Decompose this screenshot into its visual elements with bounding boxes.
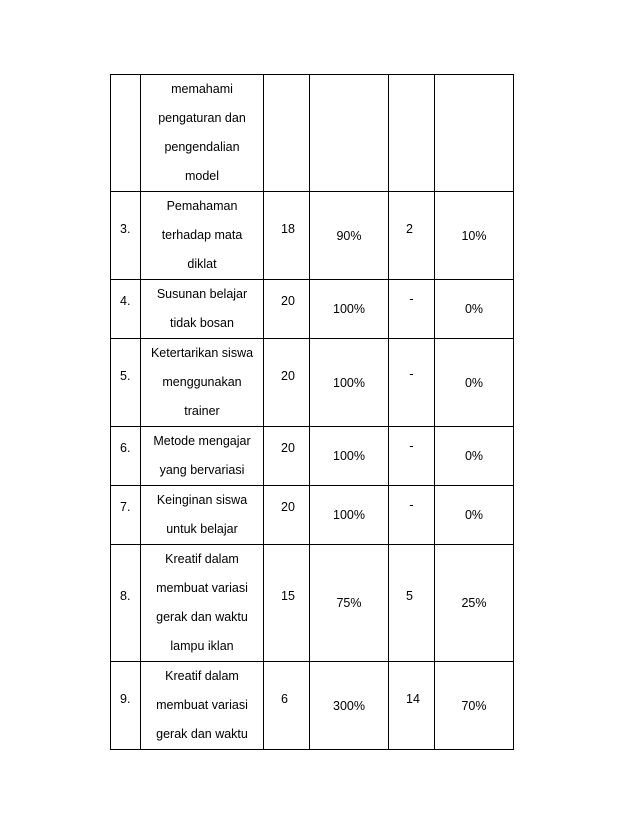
count-b-cell: 5 [389,545,435,662]
table-row [111,427,514,486]
percent-a-cell: 90% [310,192,389,280]
description-cell: Keinginan siswa untuk belajar [141,486,264,545]
percent-b-cell: 10% [435,192,514,280]
table-row [111,280,514,339]
count-a-cell [264,75,310,192]
count-b-cell: - [389,339,435,427]
percent-a-cell: 100% [310,280,389,339]
percent-b-cell: 0% [435,339,514,427]
percent-b-cell: 0% [435,280,514,339]
number-cell: 7. [111,486,141,545]
table-row [111,662,514,750]
percent-a-cell: 100% [310,339,389,427]
description-cell: Kreatif dalam membuat variasi gerak dan waktu lampu iklan [141,545,264,662]
count-a-cell: 20 [264,339,310,427]
description-cell: Susunan belajar tidak bosan [141,280,264,339]
percent-b-cell: 0% [435,427,514,486]
percent-a-cell: 75% [310,545,389,662]
count-b-cell: 14 [389,662,435,750]
number-cell: 5. [111,339,141,427]
count-a-cell: 20 [264,280,310,339]
number-cell: 4. [111,280,141,339]
percent-b-cell [435,75,514,192]
count-b-cell: - [389,427,435,486]
percent-a-cell [310,75,389,192]
table-row [111,192,514,280]
count-a-cell: 15 [264,545,310,662]
number-cell [111,75,141,192]
table-row [111,339,514,427]
count-a-cell: 20 [264,486,310,545]
count-b-cell: 2 [389,192,435,280]
percent-b-cell: 0% [435,486,514,545]
table-row [111,75,514,192]
number-cell: 9. [111,662,141,750]
count-b-cell: - [389,280,435,339]
count-a-cell: 6 [264,662,310,750]
count-b-cell [389,75,435,192]
description-cell: Metode mengajar yang bervariasi [141,427,264,486]
percent-b-cell: 70% [435,662,514,750]
questionnaire-table [110,74,514,750]
description-cell: Ketertarikan siswa menggunakan trainer [141,339,264,427]
description-cell: Kreatif dalam membuat variasi gerak dan waktu [141,662,264,750]
table-row [111,486,514,545]
number-cell: 8. [111,545,141,662]
percent-a-cell: 100% [310,427,389,486]
count-a-cell: 20 [264,427,310,486]
table-row [111,545,514,662]
percent-a-cell: 100% [310,486,389,545]
description-cell: memahami pengaturan dan pengendalian model [141,75,264,192]
number-cell: 6. [111,427,141,486]
description-cell: Pemahaman terhadap mata diklat [141,192,264,280]
number-cell: 3. [111,192,141,280]
count-a-cell: 18 [264,192,310,280]
percent-a-cell: 300% [310,662,389,750]
count-b-cell: - [389,486,435,545]
percent-b-cell: 25% [435,545,514,662]
